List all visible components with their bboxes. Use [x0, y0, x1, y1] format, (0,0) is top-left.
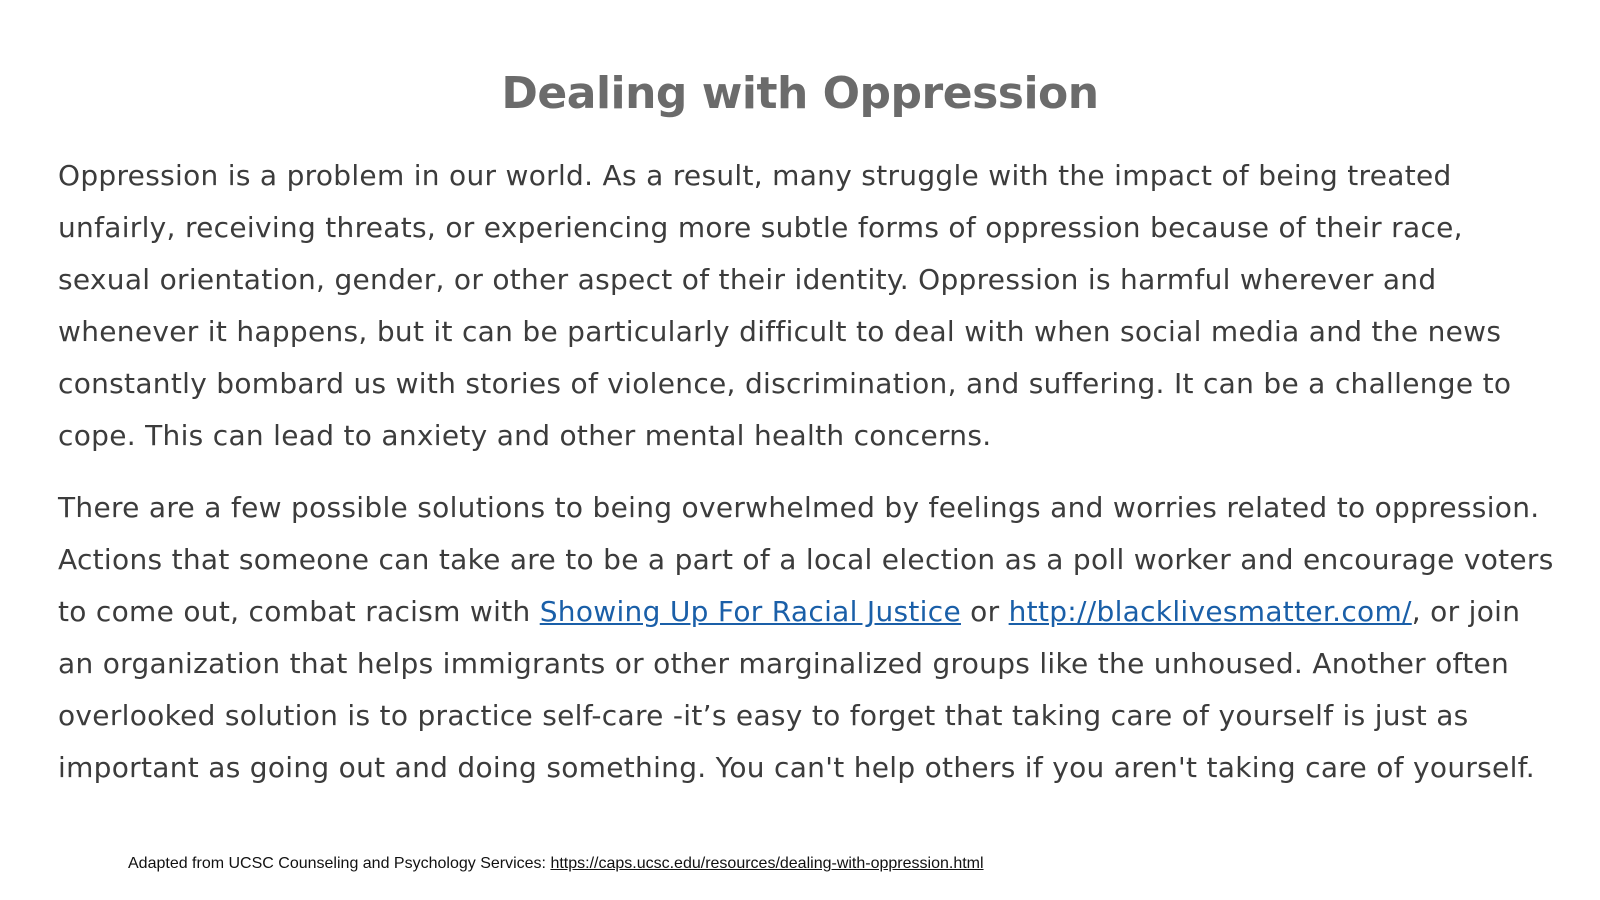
source-citation: [128, 855, 984, 873]
slide-title: Dealing with Oppression: [501, 68, 1099, 119]
paragraph-intro: Oppression is a problem in our world. As a result, many struggle with the impact of being treated unfairly, receiving threats, or experiencing more subtle forms of oppression because of their race, sexual orientation, gender, or other aspect of their identity. Oppression is harmful wherever and whenever it happens, but it can be particularly difficult to deal with when social media and the news constantly bombard us with stories of violence, discrimination, and suffering. It can be a challenge to cope. This can lead to anxiety and other mental health concerns.: [58, 159, 1512, 452]
paragraph-solutions-text-1: There are a few possible solutions to being overwhelmed by feelings and worries related to oppression. Actions that someone can take are to be a part of a local election as a poll worker and encourage voters to come out, combat racism with: [58, 491, 1554, 628]
paragraph-solutions-text-2: or: [960, 595, 1009, 628]
surj-link[interactable]: Showing Up For Racial Justice: [539, 595, 961, 628]
blacklivesmatter-link[interactable]: http://blacklivesmatter.com/: [1008, 595, 1412, 628]
paragraph-solutions-text-3: , or join an organization that helps immigrants or other marginalized groups like the unhoused. Another often overlooked solution is to practice self-care -it’s easy to forget that taking care of yourself is just as important as going out and doing something. You can't help others if you aren't taking care of yourself.: [58, 595, 1535, 784]
source-link[interactable]: https://caps.ucsc.edu/resources/dealing-with-oppression.html: [550, 855, 984, 872]
source-label: Adapted from UCSC Counseling and Psychology Services:: [128, 855, 551, 872]
paragraph-solutions: [58, 482, 1558, 794]
